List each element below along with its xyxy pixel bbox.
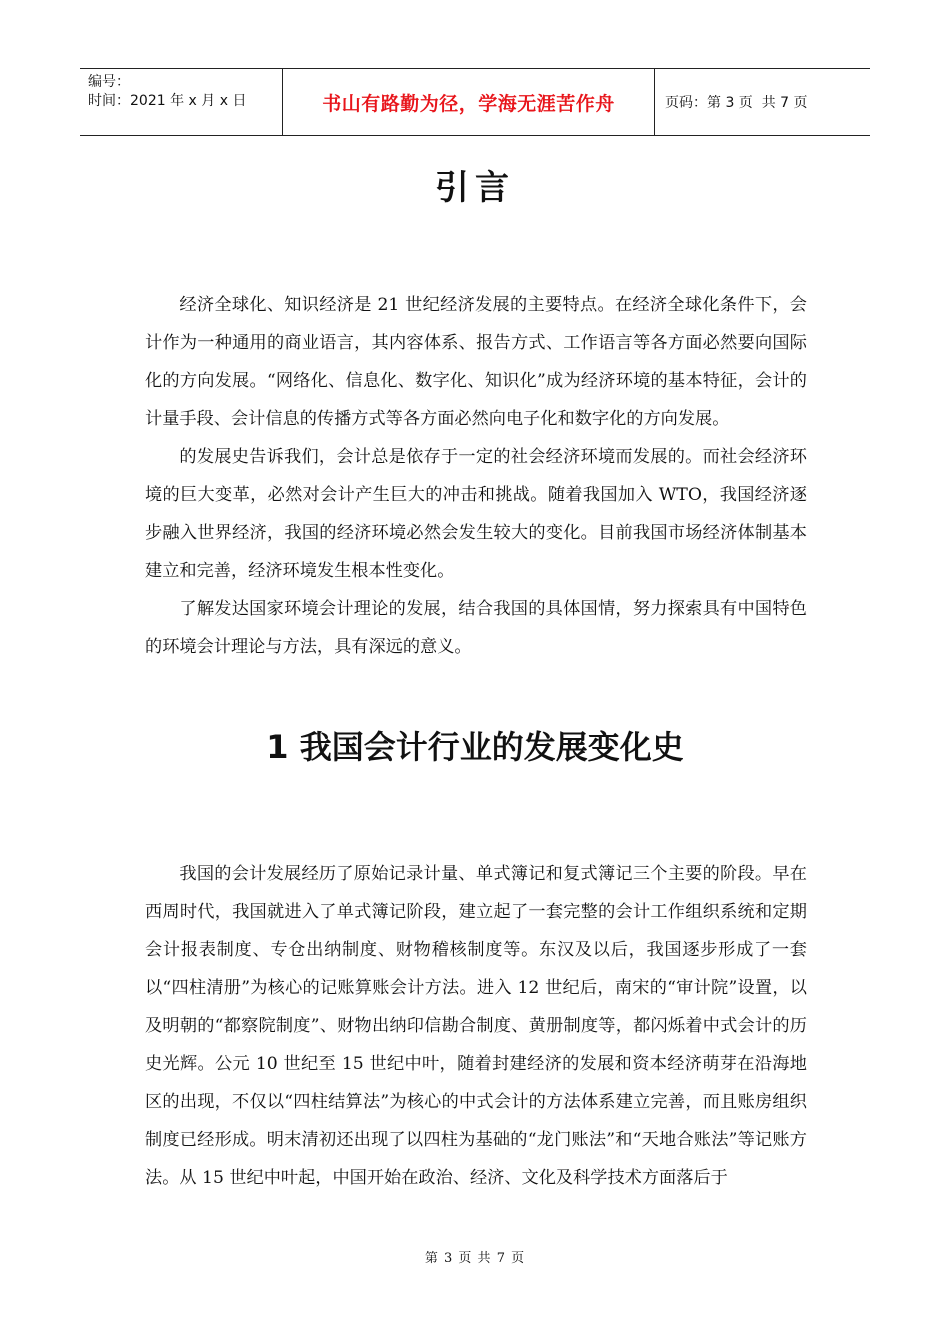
document-number-label: 编号： (88, 74, 130, 90)
section-1-title: 1 我国会计行业的发展变化史 (266, 728, 684, 766)
intro-paragraph-2: 的发展史告诉我们，会计总是依存于一定的社会经济环境而发展的。而社会经济环境的巨大变革，必然对会计产生巨大的冲击和挑战。随着我国加入 WTO，我国经济逐步融入世界经济，我国的经济环境必然会发生较大的变化。目前我国市场经济体制基本建立和完善，经济环境发生根本性变化。 (145, 447, 807, 581)
header-page-info: 页码：第 3 页 共 7 页 (665, 95, 808, 111)
page-footer: 第 3 页 共 7 页 (424, 1251, 526, 1266)
intro-title: 引言 (435, 168, 515, 208)
header-motto: 书山有路勤为径，学海无涯苦作舟 (322, 92, 615, 115)
intro-paragraph-3: 了解发达国家环境会计理论的发展，结合我国的具体国情，努力探索具有中国特色的环境会计理论与方法，具有深远的意义。 (145, 599, 807, 657)
intro-body (145, 286, 807, 666)
section-1-paragraph-1: 我国的会计发展经历了原始记录计量、单式簿记和复式簿记三个主要的阶段。早在西周时代，我国就进入了单式簿记阶段，建立起了一套完整的会计工作组织系统和定期会计报表制度、专仓出纳制度、财物稽核制度等。东汉及以后，我国逐步形成了一套以“四柱清册”为核心的记账算账会计方法。进入 12 世纪后，南宋的“审计院”设置，以及明朝的“都察院制度”、财物出纳印信勘合制度、黄册制度等，都闪烁着中式会计的历史光辉。公元 10 世纪至 15 世纪中叶，随着封建经济的发展和资本经济萌芽在沿海地区的出现，不仅以“四柱结算法”为核心的中式会计的方法体系建立完善，而且账房组织制度已经形成。明末清初还出现了以四柱为基础的“龙门账法”和“天地合账法”等记账方法。从 15 世纪中叶起，中国开始在政治、经济、文化及科学技术方面落后于 (145, 864, 807, 1188)
page-header (80, 68, 870, 136)
header-motto-cell (282, 69, 655, 135)
header-left-cell (80, 69, 282, 135)
intro-paragraph-1: 经济全球化、知识经济是 21 世纪经济发展的主要特点。在经济全球化条件下，会计作为一种通用的商业语言，其内容体系、报告方式、工作语言等各方面必然要向国际化的方向发展。“网络化、信息化、数字化、知识化”成为经济环境的基本特征，会计的计量手段、会计信息的传播方式等各方面必然向电子化和数字化的方向发展。 (145, 295, 807, 429)
header-right-cell (655, 69, 870, 135)
document-date-label: 时间：2021 年 x 月 x 日 (88, 93, 247, 109)
section-1-body (145, 855, 807, 1197)
